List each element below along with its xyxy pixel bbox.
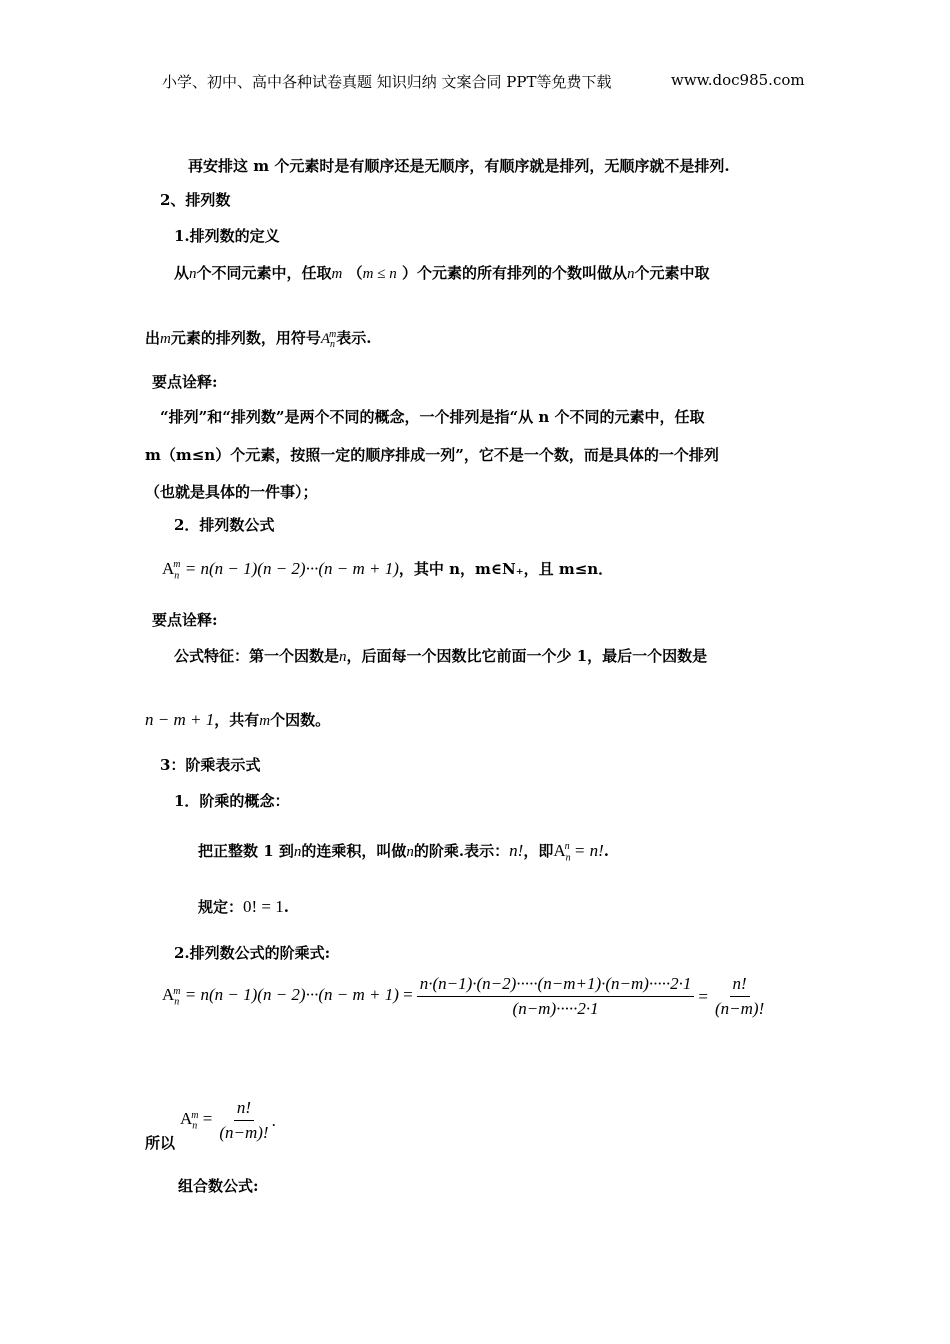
section-heading-factorial: 3：阶乘表示式 <box>160 756 261 774</box>
symbol-A-n-m: $A_n^m$ <box>320 329 337 350</box>
factorial-definition: 把正整数 1 到n的连乘积，叫做n的阶乘.表示：n!，即$A_n^n = n$!. <box>198 841 609 864</box>
note-title-2: 要点诠释: <box>152 611 218 629</box>
short-fraction: $\frac{n!}{(n-m)!}$ <box>715 974 765 1018</box>
section-heading-permutation-number: 2、排列数 <box>160 191 231 209</box>
header-text: 小学、初中、高中各种试卷真题 知识归纳 文案合同 PPT等免费下载 <box>162 73 612 91</box>
definition-line-1: 从n个不同元素中，任取m （m ≤ n ）个元素的所有排列的个数叫做从n个元素中取 <box>174 264 710 282</box>
subheading-definition: 1.排列数的定义 <box>174 227 280 245</box>
subheading-factorial-form: 2.排列数公式的阶乘式: <box>174 944 331 962</box>
long-fraction: $\frac{n\cdot(n-1)\cdot(n-2)\cdot\cdot\cdot\cdot\cdot(n-m+1)\cdot(n-m)\cdot\cdot\cdot\cdot\cdot 2\cdot 1}{(n-m)\cdot\cdot\cdot\cdot\cdot 2\cdot 1}$ <box>417 974 695 1019</box>
combination-heading: 组合数公式: <box>178 1177 259 1195</box>
subheading-factorial-concept: 1．阶乘的概念： <box>174 792 290 810</box>
note-title-1: 要点诠释: <box>152 373 218 391</box>
note-line-1: “排列”和“排列数”是两个不同的概念，一个排列是指“从 n 个不同的元素中，任取 <box>160 408 705 426</box>
permutation-formula: $A_n^m = n(n - 1)(n - 2)\cdot\cdot\cdot(n - m + 1)$，其中 n，m∈N₊，且 m≤n． <box>162 559 614 582</box>
factorial-form-equation: $A_n^m = n(n - 1)(n - 2)\cdot\cdot\cdot(n - m + 1)$ = $\frac{n\cdot(n-1)\cdot(n-2)\cdot\cdot\cdot\cdot\cdot(n-m+1)\cdot(n-m)\cdot\cdot\cdot\cdot\cdot 2\cdot 1}{(n-m)\cdot\cdot\cdot\cdot\cdot 2\cdot 1}$ = $\frac{n!}{(n-m)!}$ <box>162 974 767 1019</box>
header-url: www.doc985.com <box>671 71 805 89</box>
note-line-3: （也就是具体的一件事）； <box>145 483 318 501</box>
note-line-2: m（m≤n）个元素，按照一定的顺序排成一列”，它不是一个数，而是具体的一个排列 <box>145 446 719 464</box>
definition-line-2: 出m元素的排列数，用符号$A_n^m$表示. <box>145 329 372 350</box>
subheading-formula: 2．排列数公式 <box>174 516 275 534</box>
feature-line-2: n − m + 1，共有m个因数。 <box>145 710 331 729</box>
so-label: 所以 <box>145 1134 176 1152</box>
conclusion-fraction: $\frac{n!}{(n-m)!}$ <box>219 1098 269 1142</box>
intro-line: 再安排这 m 个元素时是有顺序还是无顺序，有顺序就是排列，无顺序就不是排列. <box>188 157 730 175</box>
feature-line-1: 公式特征：第一个因数是n，后面每一个因数比它前面一个少 1，最后一个因数是 <box>174 647 708 665</box>
factorial-rule: 规定：0! = 1. <box>198 897 289 916</box>
formula-expression: $A_n^m = n(n - 1)(n - 2)\cdot\cdot\cdot(n - m + 1)$ <box>162 559 399 582</box>
conclusion-formula: $A_n^m$ = $\frac{n!}{(n-m)!}$ . <box>180 1098 276 1142</box>
